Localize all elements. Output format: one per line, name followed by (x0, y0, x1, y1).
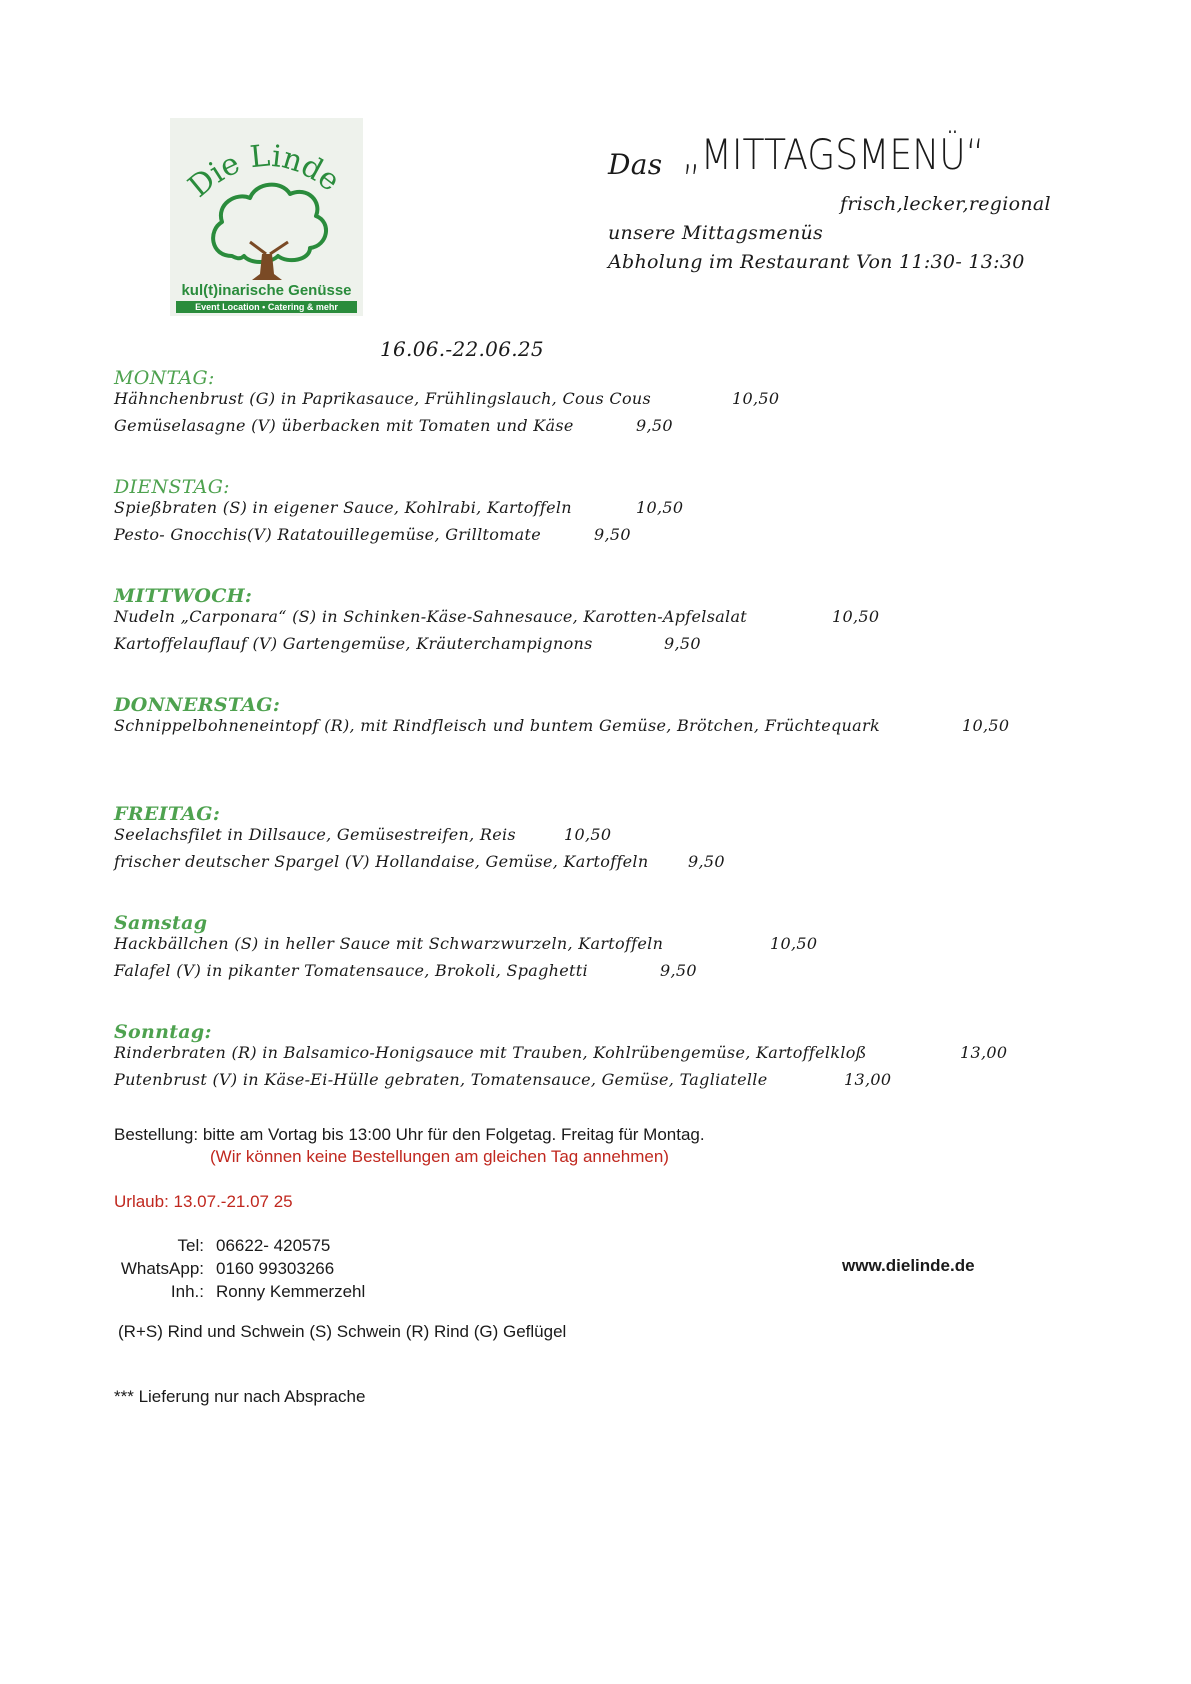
day-tuesday (114, 476, 684, 552)
dish-text: Gemüselasagne (V) überbacken mit Tomaten und Käse (114, 416, 574, 435)
header-das: Das (608, 148, 663, 181)
whatsapp-label: WhatsApp: (120, 1259, 204, 1278)
dish-price: 9,50 (664, 634, 701, 653)
delivery-note: *** Lieferung nur nach Absprache (114, 1387, 366, 1406)
dish-text: Nudeln „Carponara“ (S) in Schinken-Käse-Sahnesauce, Karotten-Apfelsalat (114, 607, 748, 626)
dish-row (114, 634, 701, 661)
dish-price: 9,50 (636, 416, 673, 435)
dish-row (114, 825, 612, 852)
dish-row (114, 416, 673, 443)
logo-subline: Event Location • Catering & mehr (176, 301, 357, 313)
dish-row (114, 607, 880, 634)
dish-price: 10,50 (962, 716, 1010, 735)
website-link[interactable]: www.dielinde.de (842, 1256, 975, 1275)
dish-price: 13,00 (844, 1070, 892, 1089)
logo-name: Die Linde (181, 138, 347, 205)
dish-price: 10,50 (564, 825, 612, 844)
tel-label: Tel: (177, 1236, 204, 1255)
page-title: „MITTAGSMENÜ“ (682, 130, 985, 179)
order-info: Bestellung: bitte am Vortag bis 13:00 Uhr für den Folgetag. Freitag für Montag. (114, 1125, 705, 1144)
dish-text: Falafel (V) in pikanter Tomatensauce, Brokoli, Spaghetti (114, 961, 588, 980)
day-name: Samstag (114, 912, 208, 934)
header-slogan: frisch,lecker,regional (840, 193, 1051, 215)
week-range: 16.06.-22.06.25 (380, 337, 544, 361)
dish-price: 10,50 (636, 498, 684, 517)
dish-text: Hähnchenbrust (G) in Paprikasauce, Frühlingslauch, Cous Cous (114, 389, 652, 408)
day-saturday (114, 912, 818, 988)
dish-price: 9,50 (688, 852, 725, 871)
dish-row (114, 934, 818, 961)
day-wednesday (114, 585, 880, 661)
dish-price: 10,50 (732, 389, 780, 408)
day-friday (114, 803, 725, 879)
dish-row (114, 525, 631, 552)
dish-row (114, 961, 697, 988)
dish-text: Schnippelbohneneintopf (R), mit Rindfleisch und buntem Gemüse, Brötchen, Früchtequark (114, 716, 880, 735)
dish-price: 13,00 (960, 1043, 1008, 1062)
dish-price: 10,50 (832, 607, 880, 626)
day-sunday (114, 1021, 1008, 1097)
vacation-notice: Urlaub: 13.07.-21.07 25 (114, 1192, 293, 1211)
day-name: DIENSTAG: (114, 476, 230, 498)
order-note: (Wir können keine Bestellungen am gleichen Tag annehmen) (210, 1147, 669, 1166)
dish-price: 10,50 (770, 934, 818, 953)
header-subtitle: unsere Mittagsmenüs (608, 222, 824, 244)
dish-text: Rinderbraten (R) in Balsamico-Honigsauce mit Trauben, Kohlrübengemüse, Kartoffelkloß (114, 1043, 867, 1062)
dish-text: Seelachsfilet in Dillsauce, Gemüsestreifen, Reis (114, 825, 516, 844)
day-monday (114, 367, 780, 443)
logo-tagline: kul(t)inarische Genüsse (181, 282, 352, 299)
pickup-hours: Abholung im Restaurant Von 11:30- 13:30 (608, 251, 1025, 273)
dish-text: Kartoffelauflauf (V) Gartengemüse, Kräuterchampignons (114, 634, 593, 653)
tel-number: 06622- 420575 (216, 1236, 331, 1255)
dish-text: frischer deutscher Spargel (V) Hollandaise, Gemüse, Kartoffeln (114, 852, 649, 871)
dish-text: Pesto- Gnocchis(V) Ratatouillegemüse, Grilltomate (114, 525, 541, 544)
dish-price: 9,50 (660, 961, 697, 980)
day-name: MONTAG: (114, 367, 215, 389)
day-thursday (114, 694, 1010, 743)
dish-row (114, 1043, 1008, 1070)
dish-row (114, 498, 684, 525)
dish-row (114, 852, 725, 879)
dish-text: Hackbällchen (S) in heller Sauce mit Schwarzwurzeln, Kartoffeln (114, 934, 664, 953)
owner-name: Ronny Kemmerzehl (216, 1282, 366, 1301)
day-name: MITTWOCH: (114, 585, 253, 607)
allergen-legend: (R+S) Rind und Schwein (S) Schwein (R) Rind (G) Geflügel (118, 1322, 567, 1341)
owner-label: Inh.: (170, 1282, 204, 1301)
dish-row (114, 1070, 892, 1097)
dish-price: 9,50 (594, 525, 631, 544)
day-name: Sonntag: (114, 1021, 212, 1043)
day-name: DONNERSTAG: (114, 694, 281, 716)
dish-text: Putenbrust (V) in Käse-Ei-Hülle gebraten, Tomatensauce, Gemüse, Tagliatelle (114, 1070, 768, 1089)
dish-row (114, 716, 1010, 743)
day-name: FREITAG: (114, 803, 221, 825)
dish-row (114, 389, 780, 416)
dish-text: Spießbraten (S) in eigener Sauce, Kohlrabi, Kartoffeln (114, 498, 572, 517)
whatsapp-number: 0160 99303266 (216, 1259, 335, 1278)
logo (170, 118, 363, 316)
